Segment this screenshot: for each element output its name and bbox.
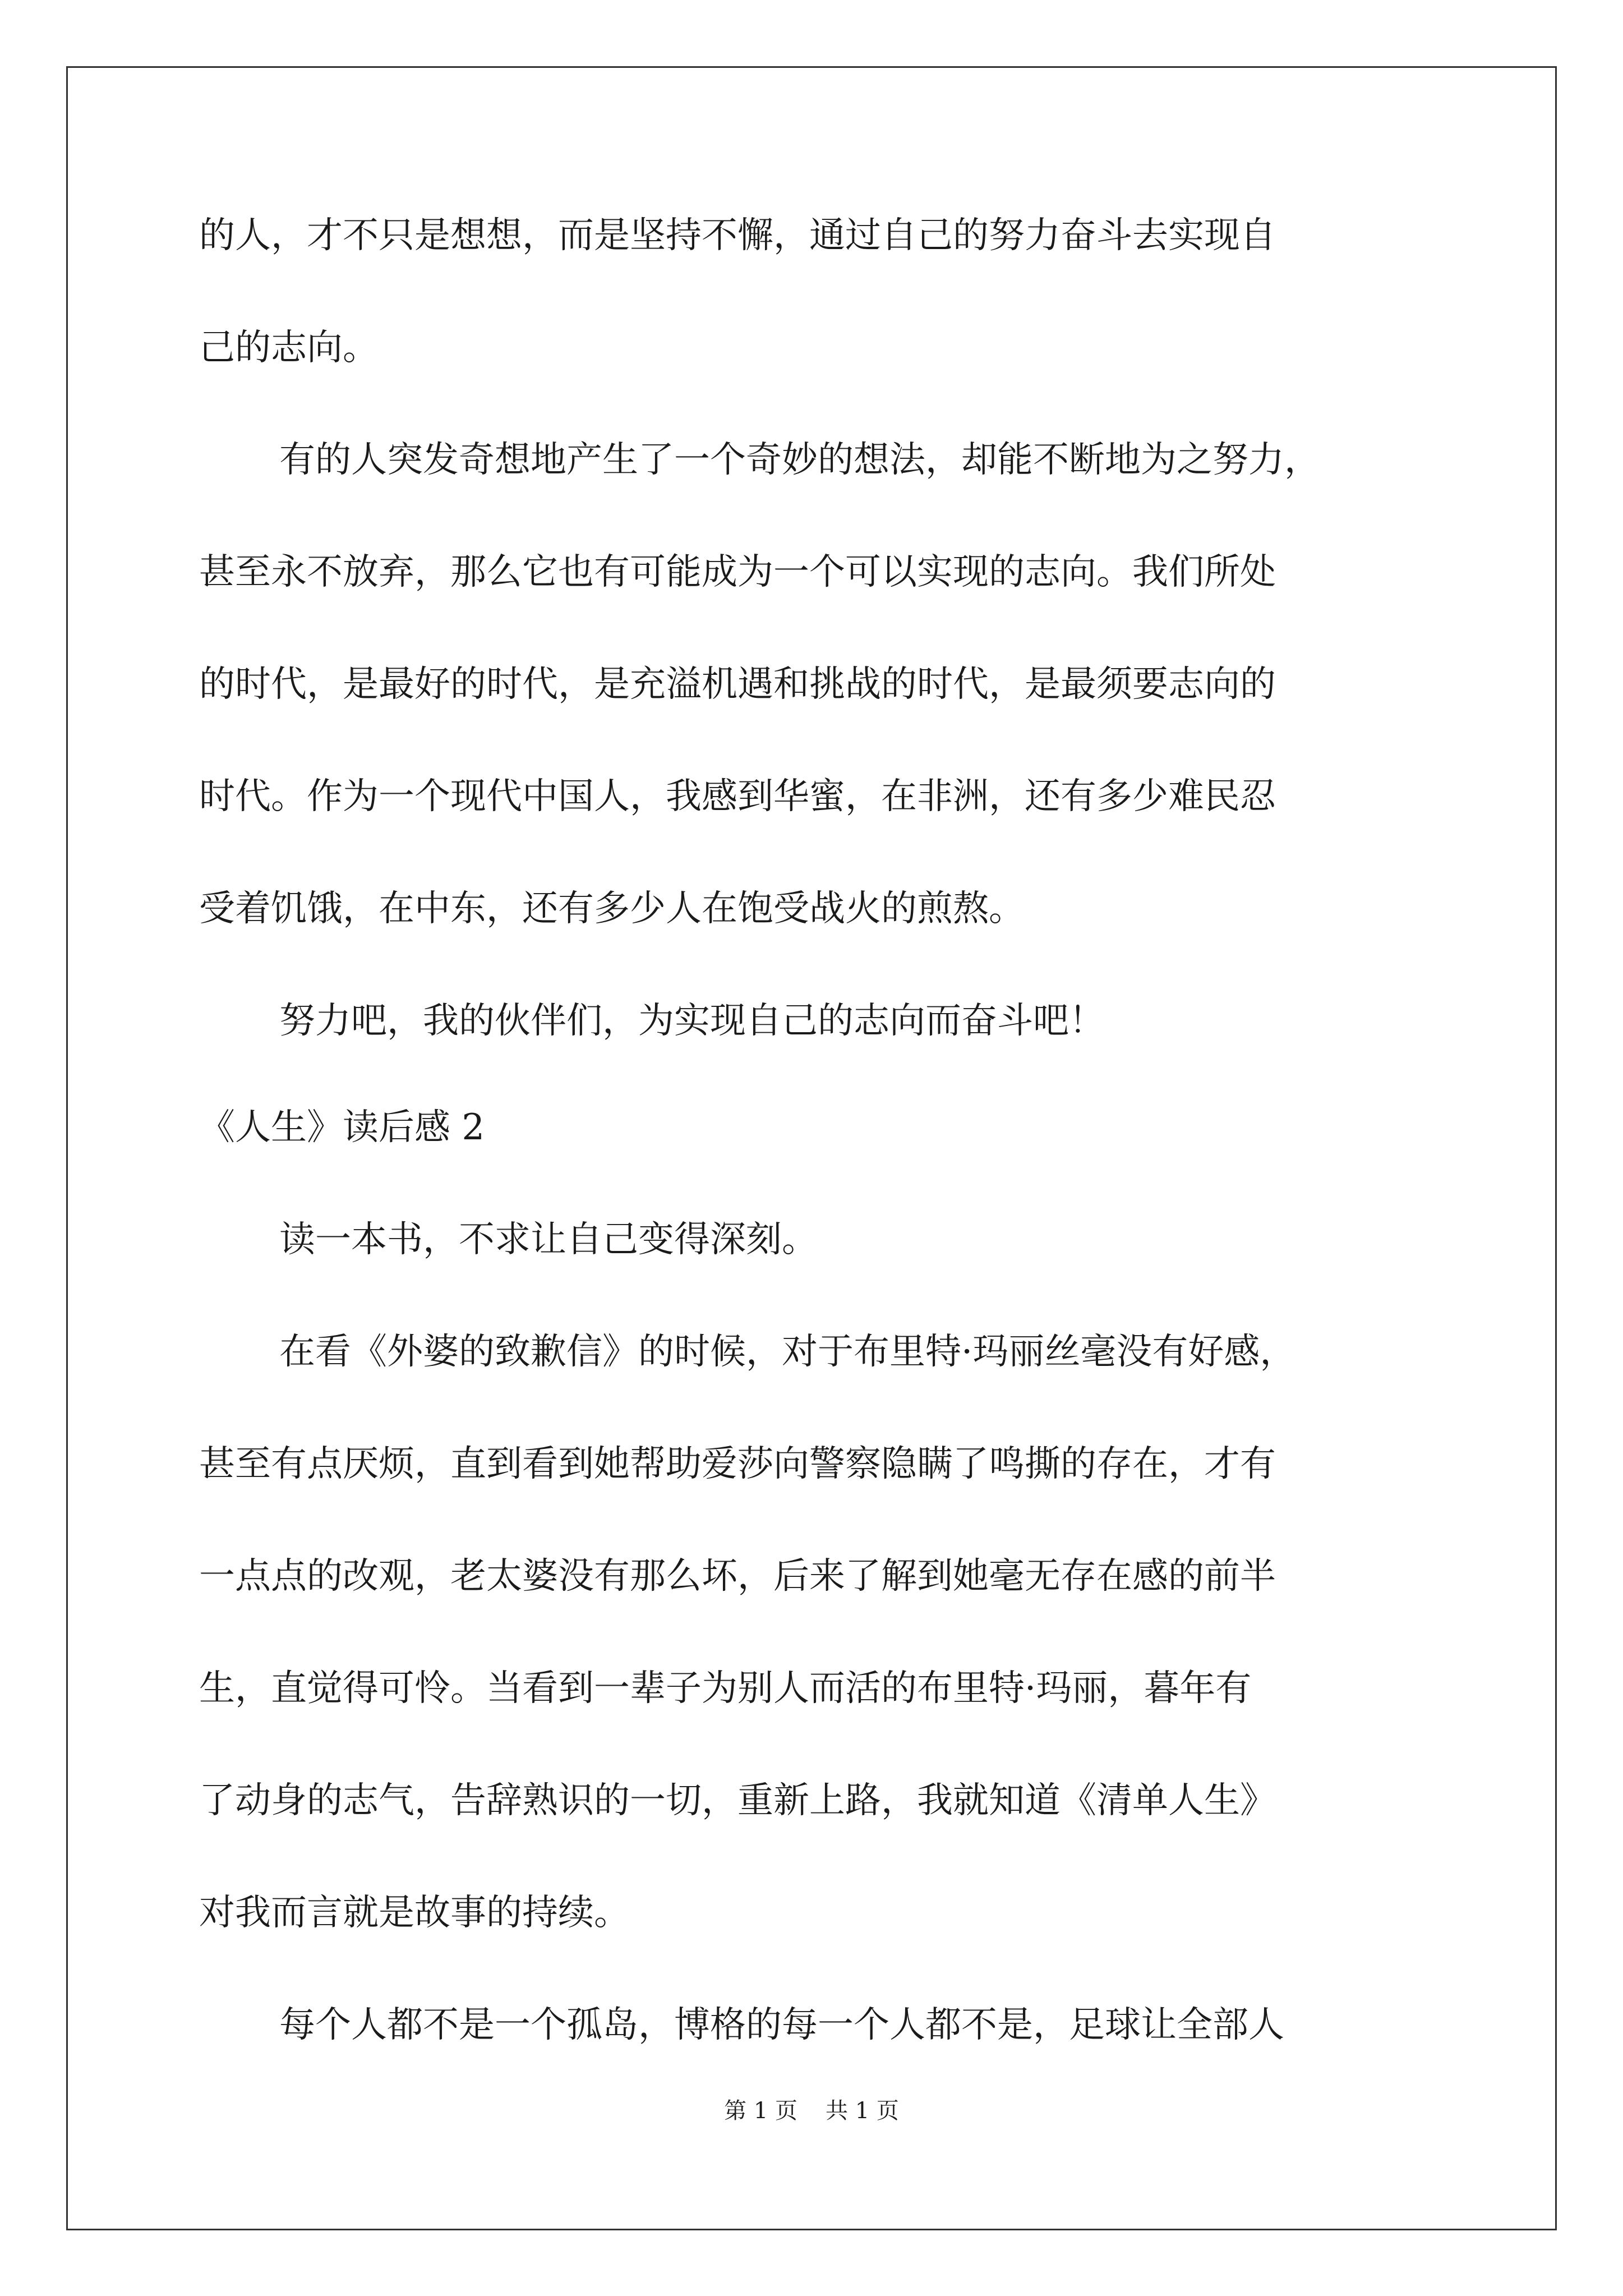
page-footer bbox=[0, 2097, 1623, 2125]
paragraph-start-line: 在看《外婆的致歉信》的时候，对于布里特·玛丽丝毫没有好感， bbox=[279, 1331, 1296, 1373]
text-line: 的时代，是最好的时代，是充溢机遇和挑战的时代，是最须要志向的 bbox=[199, 664, 1276, 705]
paragraph-start-line: 每个人都不是一个孤岛，博格的每一个人都不是，足球让全部人 bbox=[279, 2004, 1284, 2046]
text-line: 的人，才不只是想想，而是坚持不懈，通过自己的努力奋斗去实现自 bbox=[199, 215, 1276, 256]
text-line: 生，直觉得可怜。当看到一辈子为别人而活的布里特·玛丽，暮年有 bbox=[199, 1668, 1252, 1709]
text-line: 对我而言就是故事的持续。 bbox=[199, 1892, 630, 1934]
text-line: 一点点的改观，老太婆没有那么坏，后来了解到她毫无存在感的前半 bbox=[199, 1556, 1276, 1597]
text-line: 甚至永不放弃，那么它也有可能成为一个可以实现的志向。我们所处 bbox=[199, 551, 1276, 593]
text-line: 时代。作为一个现代中国人，我感到华蜜，在非洲，还有多少难民忍 bbox=[199, 776, 1276, 817]
section-heading: 《人生》读后感 2 bbox=[199, 1107, 485, 1148]
paragraph-start-line: 努力吧，我的伙伴们，为实现自己的志向而奋斗吧！ bbox=[279, 1000, 1105, 1042]
paragraph-start-line: 读一本书，不求让自己变得深刻。 bbox=[279, 1219, 818, 1260]
paragraph-start-line: 有的人突发奇想地产生了一个奇妙的想法，却能不断地为之努力， bbox=[279, 439, 1320, 481]
text-line: 受着饥饿，在中东，还有多少人在饱受战火的煎熬。 bbox=[199, 888, 1025, 930]
page-number-total: 共 1 页 bbox=[826, 2098, 899, 2124]
page-number-current: 第 1 页 bbox=[724, 2098, 797, 2124]
text-line: 甚至有点厌烦，直到看到她帮助爱莎向警察隐瞒了鸣撕的存在，才有 bbox=[199, 1443, 1276, 1485]
text-line: 了动身的志气，告辞熟识的一切，重新上路，我就知道《清单人生》 bbox=[199, 1780, 1276, 1821]
text-line: 己的志向。 bbox=[199, 327, 379, 369]
